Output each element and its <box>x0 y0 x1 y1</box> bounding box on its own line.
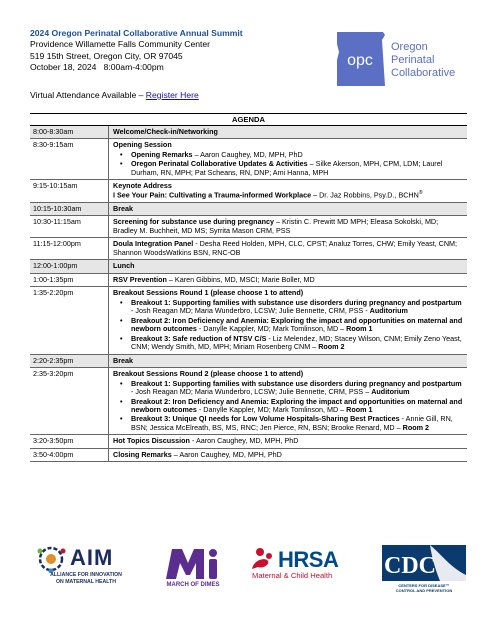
row-title: Opening Session <box>113 140 172 150</box>
row-title: Keynote Address <box>113 181 172 191</box>
virtual-text: Virtual Attendance Available – <box>30 90 146 100</box>
row-time: 3:20-3:50pm <box>30 435 109 447</box>
agenda-row <box>30 216 467 238</box>
row-title: Break <box>113 355 133 365</box>
aim-logo <box>30 545 140 593</box>
breakout-room: Room 2 <box>318 342 345 352</box>
hrsa-logo <box>250 547 360 591</box>
breakout-name: Breakout 1: Supporting families with substance use disorders during pregnancy and postpartum <box>131 378 462 388</box>
row-time: 3:50-4:00pm <box>30 449 109 461</box>
breakout-room: Room 2 <box>402 422 429 432</box>
breakout-speakers: - Liz Melendez, MD; Stacey Wilson, CNM; Emily Zeno Yeast, CNM; Wendy Smith, MD, MPH; Miriam Rosenberg CNM – <box>131 333 462 352</box>
breakout-name: Breakout 3: Safe reduction of NTSV C/S <box>131 333 267 343</box>
breakout-item <box>113 335 463 352</box>
breakout-room: Room 1 <box>346 404 373 414</box>
breakout-room: Auditorium <box>369 306 408 316</box>
keynote-title: I See Your Pain: Cultivating a Trauma-informed Workplace <box>113 190 312 200</box>
row-speakers: - Desha Reed Holden, MPH, CLC, CPST; Analuz Torres, CHW; Emily Yeast, CNM; Shannon WoodsWatkins BSN, RNC-OB <box>113 239 458 257</box>
breakout-name: Breakout 1: Supporting families with substance use disorders during pregnancy and postpartum <box>131 297 462 307</box>
row-title: RSV Prevention <box>113 274 167 284</box>
row-time: 10:30-11:15am <box>30 216 109 237</box>
session-item <box>113 151 463 159</box>
row-time: 12:00-1:00pm <box>30 260 109 272</box>
aim-wordmark: AIM <box>70 545 114 570</box>
agenda-row <box>30 287 467 354</box>
breakout-speakers: - Annie Gill, RN, BSN; Jessica McElreath, BS, MS, RNC; Jen Pierce, RN, BSN; Brooke Renard, MD – <box>131 414 453 432</box>
breakout-name: Breakout 2: Iron Deficiency and Anemia: Exploring the impact and opportunities on maternal and newborn outcomes <box>131 315 463 334</box>
hrsa-subtitle: Maternal & Child Health <box>252 571 333 580</box>
event-datetime: October 18, 2024 8:00am-4:00pm <box>30 62 164 72</box>
agenda-row <box>30 238 467 260</box>
cdc-mark-icon <box>380 545 470 593</box>
march-of-dimes-text: MARCH OF DIMES <box>166 582 220 588</box>
breakout-speakers: - Danylle Kappler, MD; Mark Tomlinson, MD – <box>196 404 347 414</box>
event-venue: Providence Willamette Falls Community Center <box>30 39 211 49</box>
row-title: Screening for substance use during pregnancy <box>113 217 274 227</box>
breakout-room: Room 1 <box>346 324 373 334</box>
breakout-item <box>113 415 463 432</box>
agenda-table <box>30 113 467 462</box>
hrsa-wordmark: HRSA <box>278 547 339 572</box>
row-time: 2:35-3:20pm <box>30 368 109 434</box>
march-of-dimes-logo <box>158 545 228 593</box>
row-speakers: – Kristin C. Prewitt MD MPH; Eleasa Sokolski, MD; Bradley M. Buchheit, MD MS; Syrrita Mason CRM, PSS <box>113 217 439 235</box>
row-time: 9:15-10:15am <box>30 180 109 201</box>
row-title: Lunch <box>113 261 135 271</box>
march-of-dimes-mark-icon <box>158 545 228 581</box>
row-time: 10:15-10:30am <box>30 203 109 215</box>
row-title: Closing Remarks <box>113 449 172 459</box>
cdc-subtitle-line1: CENTERS FOR DISEASE™ <box>398 583 450 588</box>
session-name: Opening Remarks <box>131 149 193 159</box>
agenda-title: AGENDA <box>30 114 467 126</box>
agenda-row <box>30 355 467 368</box>
agenda-row <box>30 435 467 448</box>
aim-subtitle-line1: ALLIANCE FOR INNOVATION <box>50 572 122 578</box>
row-title: Breakout Sessions Round 1 (please choose 1 to attend) <box>113 288 304 298</box>
row-time: 1:00-1:35pm <box>30 274 109 286</box>
row-title: Hot Topics Discussion <box>113 436 190 446</box>
breakout-item <box>113 398 463 415</box>
opc-line2: Perinatal <box>391 54 435 66</box>
opc-line3: Collaborative <box>391 67 456 79</box>
row-time: 8:30-9:15am <box>30 139 109 179</box>
row-time: 1:35-2:20pm <box>30 287 109 353</box>
cdc-subtitle-line2: CONTROL AND PREVENTION <box>395 588 453 593</box>
agenda-row <box>30 126 467 139</box>
breakout-name: Breakout 3: Unique QI needs for Low Volume Hospitals-Sharing Best Practices <box>131 414 400 424</box>
breakout-speakers: - Josh Reagan MD; Maria Wunderbro, LCSW; Julie Bennette, CRM, PSS - <box>131 306 370 316</box>
opc-line1: Oregon <box>391 41 428 53</box>
aim-subtitle-line2: ON MATERNAL HEALTH <box>56 579 116 585</box>
breakout-name: Breakout 2: Iron Deficiency and Anemia: Exploring the impact and opportunities on maternal and newborn outcomes <box>131 396 463 414</box>
breakout-item <box>113 299 463 316</box>
sponsor-logos <box>30 545 470 595</box>
row-title: Breakout Sessions Round 2 (please choose 1 to attend) <box>113 369 304 379</box>
breakout-speakers: - Josh Reagan MD; Maria Wunderbro, LCSW; Julie Bennette, CRM, PSS – <box>131 387 372 397</box>
agenda-row <box>30 180 467 202</box>
breakout-item <box>113 380 463 397</box>
keynote-speaker: – Dr. Jaz Robbins, Psy.D., BCHN <box>311 190 419 200</box>
row-speakers: – Karen Gibbins, MD, MSCI; Marie Boller, MD <box>166 274 315 284</box>
agenda-row <box>30 139 467 180</box>
agenda-row <box>30 274 467 287</box>
breakout-item <box>113 317 463 334</box>
row-title: Welcome/Check-in/Networking <box>113 127 218 136</box>
aim-mark-icon <box>32 545 70 573</box>
row-time: 8:00-8:30am <box>30 126 109 138</box>
event-title: 2024 Oregon Perinatal Collaborative Annual Summit <box>30 28 243 38</box>
registered-mark: ® <box>418 189 423 196</box>
event-header <box>30 27 330 74</box>
session-item <box>113 160 463 177</box>
row-title: Doula Integration Panel <box>113 239 194 249</box>
agenda-row <box>30 449 467 462</box>
cdc-logo <box>380 545 470 593</box>
opc-abbr: opc <box>347 52 373 69</box>
session-speakers: – Aaron Caughey, MD, MPH, PhD <box>192 149 303 159</box>
agenda-row <box>30 368 467 435</box>
row-speakers: – Aaron Caughey, MD, MPH, PhD <box>171 449 282 459</box>
agenda-row <box>30 203 467 216</box>
event-address: 519 15th Street, Oregon City, OR 97045 <box>30 50 183 61</box>
row-time: 2:20-2:35pm <box>30 355 109 367</box>
agenda-row <box>30 260 467 273</box>
session-speakers: – Silke Akerson, MPH, CPM, LDM; Laurel Durham, RN, MPH; Pat Scheans, RN, DNP; Ami Hanna, MPH <box>131 159 443 177</box>
row-title: Break <box>113 203 133 213</box>
virtual-attendance <box>30 89 199 101</box>
opc-logo <box>335 30 480 88</box>
register-link[interactable]: Register Here <box>145 90 199 100</box>
row-speakers: - Aaron Caughey, MD, MPH, PhD <box>189 436 299 446</box>
breakout-speakers: - Danylle Kappler, MD; Mark Tomlinson, MD – <box>196 324 347 334</box>
cdc-wordmark: CDC <box>384 553 436 579</box>
aim-subtitle <box>36 572 136 586</box>
session-name: Oregon Perinatal Collaborative Updates & Activities <box>131 159 308 169</box>
row-time: 11:15-12:00pm <box>30 238 109 259</box>
hrsa-mark-icon <box>250 547 276 571</box>
breakout-room: Auditorium <box>371 387 410 397</box>
